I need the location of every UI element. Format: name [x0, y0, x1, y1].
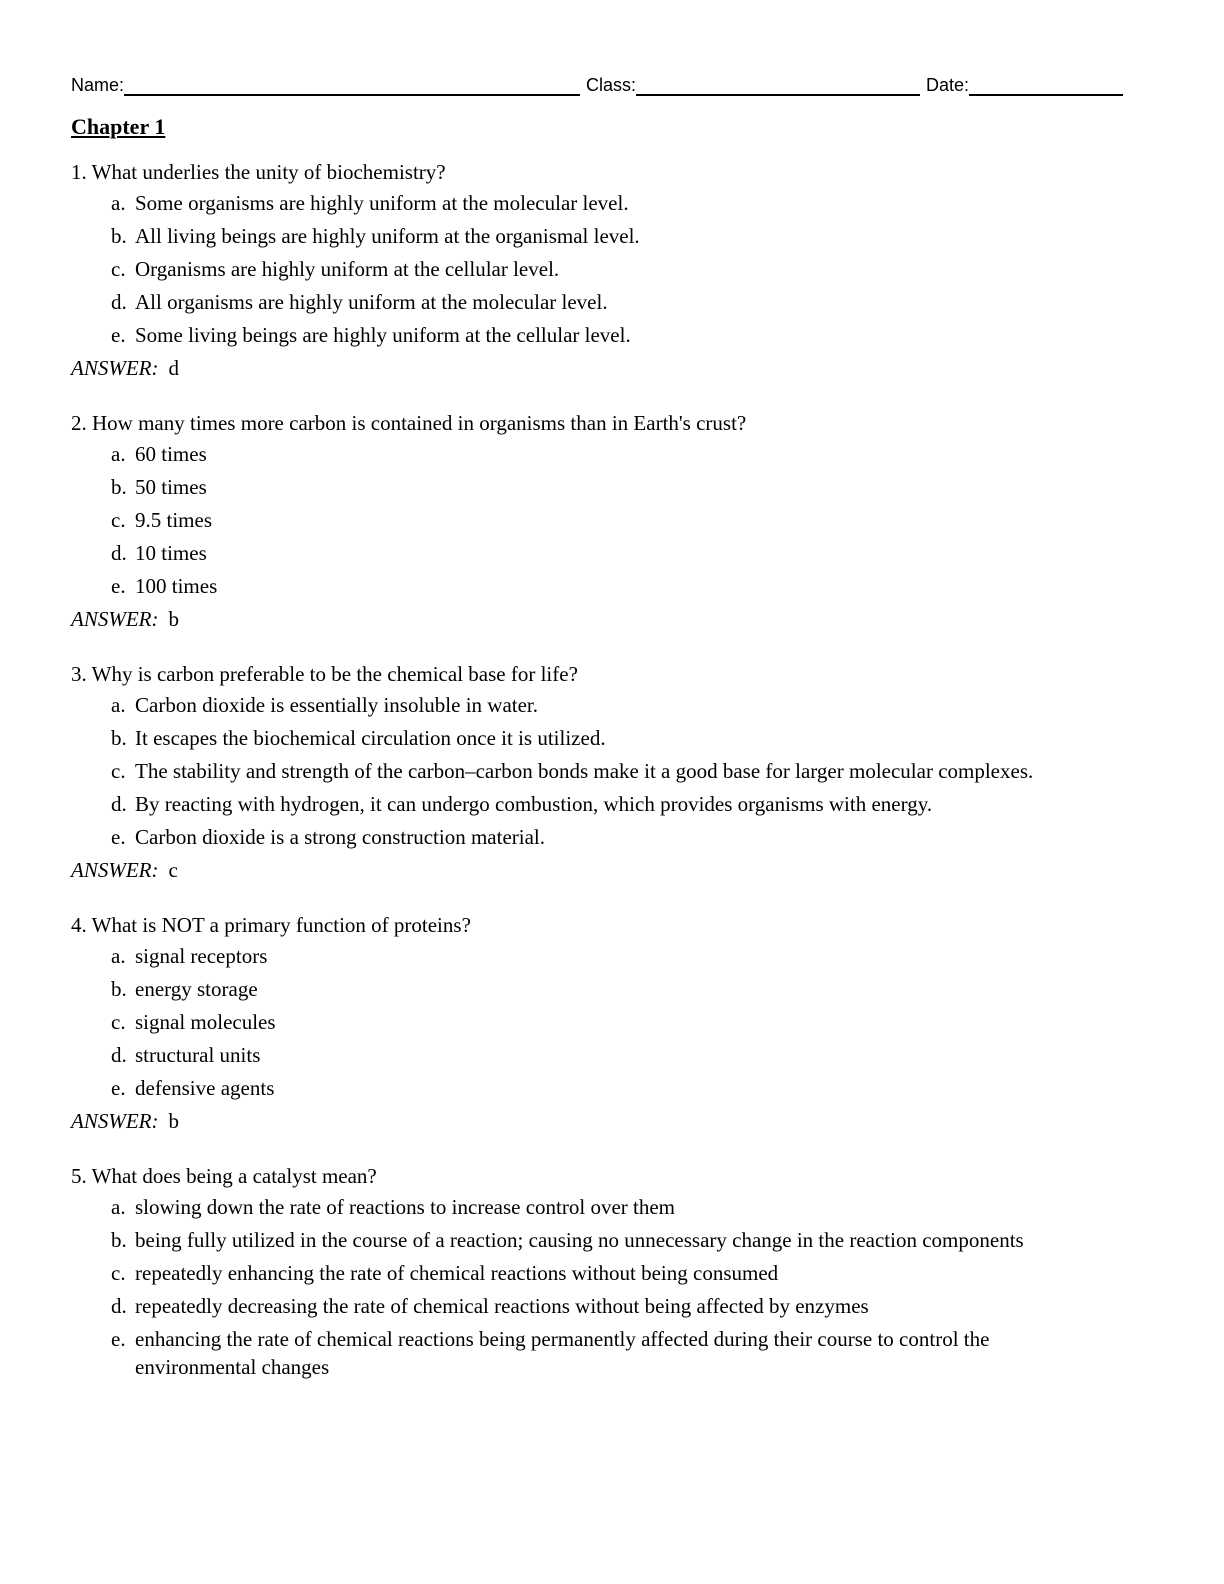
option-text: signal receptors	[135, 944, 268, 968]
option-letter: e.	[111, 323, 126, 347]
quiz-page	[71, 70, 1146, 1386]
answer-option	[71, 440, 1146, 468]
answer-option	[71, 506, 1146, 534]
option-letter: c.	[111, 508, 126, 532]
date-blank-line[interactable]	[969, 74, 1123, 96]
answer-key	[71, 856, 1146, 884]
answer-option	[71, 1041, 1146, 1069]
question-2	[71, 409, 1146, 633]
answer-option	[71, 823, 1146, 851]
class-blank-line[interactable]	[636, 74, 920, 96]
option-list	[71, 189, 1146, 349]
question-number: 5.	[71, 1164, 87, 1188]
date-label: Date:	[926, 75, 970, 95]
option-text: 100 times	[135, 574, 218, 598]
option-text: slowing down the rate of reactions to increase control over them	[135, 1195, 675, 1219]
answer-key	[71, 354, 1146, 382]
question-stem	[71, 1162, 1146, 1190]
answer-option	[71, 473, 1146, 501]
option-letter: a.	[111, 693, 126, 717]
option-letter: e.	[111, 825, 126, 849]
question-number: 3.	[71, 662, 87, 686]
question-text: How many times more carbon is contained in organisms than in Earth's crust?	[92, 411, 747, 435]
option-letter: a.	[111, 944, 126, 968]
question-text: What does being a catalyst mean?	[91, 1164, 377, 1188]
option-letter: b.	[111, 726, 127, 750]
question-list	[71, 158, 1146, 1381]
answer-option	[71, 1008, 1146, 1036]
answer-option	[71, 942, 1146, 970]
name-blank-line[interactable]	[124, 74, 580, 96]
question-text: What is NOT a primary function of proteins?	[91, 913, 471, 937]
option-text: The stability and strength of the carbon–carbon bonds make it a good base for larger molecular complexes.	[135, 759, 1034, 783]
option-text: Organisms are highly uniform at the cellular level.	[135, 257, 560, 281]
option-letter: a.	[111, 191, 126, 215]
answer-option	[71, 975, 1146, 1003]
option-text: 9.5 times	[135, 508, 212, 532]
option-list	[71, 691, 1146, 851]
answer-option	[71, 1074, 1146, 1102]
answer-option	[71, 757, 1146, 785]
answer-label: ANSWER:	[71, 1109, 159, 1133]
question-4	[71, 911, 1146, 1135]
answer-option	[71, 1193, 1146, 1221]
answer-label: ANSWER:	[71, 607, 159, 631]
option-text: being fully utilized in the course of a reaction; causing no unnecessary change in the reaction components	[135, 1228, 1024, 1252]
option-text: Carbon dioxide is a strong construction material.	[135, 825, 545, 849]
answer-key	[71, 605, 1146, 633]
option-letter: d.	[111, 290, 127, 314]
option-list	[71, 440, 1146, 600]
name-label: Name:	[71, 75, 125, 95]
chapter-title: Chapter 1	[71, 114, 166, 139]
option-text: By reacting with hydrogen, it can undergo combustion, which provides organisms with energy.	[135, 792, 933, 816]
option-text: structural units	[135, 1043, 261, 1067]
option-letter: b.	[111, 475, 127, 499]
answer-option	[71, 255, 1146, 283]
answer-value: d	[168, 356, 179, 380]
option-text: It escapes the biochemical circulation once it is utilized.	[135, 726, 606, 750]
answer-option	[71, 1226, 1146, 1254]
option-text: 60 times	[135, 442, 207, 466]
question-stem	[71, 409, 1146, 437]
answer-option	[71, 724, 1146, 752]
answer-label: ANSWER:	[71, 858, 159, 882]
option-text: All organisms are highly uniform at the molecular level.	[135, 290, 608, 314]
option-text: repeatedly enhancing the rate of chemical reactions without being consumed	[135, 1261, 779, 1285]
option-text: Some living beings are highly uniform at the cellular level.	[135, 323, 631, 347]
answer-option	[71, 1325, 1146, 1381]
option-text: All living beings are highly uniform at the organismal level.	[135, 224, 640, 248]
option-text: Carbon dioxide is essentially insoluble in water.	[135, 693, 539, 717]
answer-value: c	[168, 858, 178, 882]
question-1	[71, 158, 1146, 382]
answer-key	[71, 1107, 1146, 1135]
option-letter: e.	[111, 1327, 126, 1351]
option-letter: b.	[111, 1228, 127, 1252]
option-letter: a.	[111, 442, 126, 466]
answer-option	[71, 189, 1146, 217]
answer-value: b	[168, 607, 179, 631]
answer-option	[71, 691, 1146, 719]
answer-option	[71, 222, 1146, 250]
option-text: repeatedly decreasing the rate of chemical reactions without being affected by enzymes	[135, 1294, 869, 1318]
answer-label: ANSWER:	[71, 356, 159, 380]
option-letter: a.	[111, 1195, 126, 1219]
question-number: 1.	[71, 160, 87, 184]
option-text: enhancing the rate of chemical reactions being permanently affected during their course to control the environmental changes	[135, 1327, 990, 1379]
question-text: Why is carbon preferable to be the chemical base for life?	[91, 662, 578, 686]
question-3	[71, 660, 1146, 884]
option-letter: c.	[111, 1010, 126, 1034]
answer-value: b	[168, 1109, 179, 1133]
answer-option	[71, 288, 1146, 316]
option-letter: c.	[111, 759, 126, 783]
option-letter: d.	[111, 541, 127, 565]
answer-option	[71, 539, 1146, 567]
option-text: 10 times	[135, 541, 207, 565]
class-label: Class:	[586, 75, 637, 95]
option-letter: d.	[111, 1294, 127, 1318]
option-letter: d.	[111, 792, 127, 816]
option-list	[71, 942, 1146, 1102]
answer-option	[71, 1259, 1146, 1287]
student-info-header	[71, 70, 1146, 96]
option-text: Some organisms are highly uniform at the molecular level.	[135, 191, 629, 215]
option-letter: e.	[111, 574, 126, 598]
option-text: 50 times	[135, 475, 207, 499]
answer-option	[71, 321, 1146, 349]
question-number: 4.	[71, 913, 87, 937]
option-letter: b.	[111, 977, 127, 1001]
option-text: signal molecules	[135, 1010, 276, 1034]
option-text: defensive agents	[135, 1076, 275, 1100]
question-text: What underlies the unity of biochemistry?	[91, 160, 446, 184]
option-letter: c.	[111, 1261, 126, 1285]
option-letter: b.	[111, 224, 127, 248]
option-text: energy storage	[135, 977, 258, 1001]
option-list	[71, 1193, 1146, 1381]
question-number: 2.	[71, 411, 87, 435]
question-stem	[71, 660, 1146, 688]
option-letter: d.	[111, 1043, 127, 1067]
answer-option	[71, 1292, 1146, 1320]
option-letter: e.	[111, 1076, 126, 1100]
answer-option	[71, 790, 1146, 818]
question-stem	[71, 158, 1146, 186]
question-5	[71, 1162, 1146, 1381]
option-letter: c.	[111, 257, 126, 281]
question-stem	[71, 911, 1146, 939]
answer-option	[71, 572, 1146, 600]
